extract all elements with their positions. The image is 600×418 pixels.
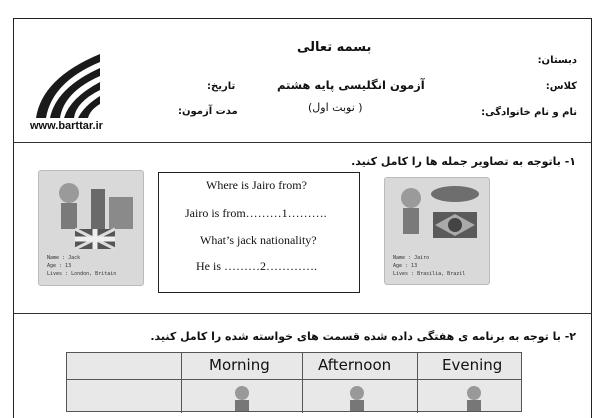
header-divider (13, 142, 592, 143)
bismillah-heading: بسمه تعالی (297, 40, 372, 55)
duration-field-label: مدت آزمون: (178, 106, 238, 117)
jairo-photo (384, 177, 490, 285)
afternoon-illustration-icon (342, 383, 372, 411)
table-column-divider (302, 353, 303, 413)
jack-photo (38, 170, 144, 286)
class-field-label: کلاس: (545, 81, 577, 92)
table-column-divider (417, 353, 418, 413)
jack-card-age: Age : 13 (47, 263, 72, 269)
column-header-evening: Evening (442, 356, 503, 374)
jack-illustration-icon (39, 171, 143, 251)
jack-card-name: Name : Jack (47, 255, 81, 261)
name-field-label: نام و نام خانوادگی: (481, 107, 577, 118)
table-column-divider (181, 353, 182, 413)
exam-title: آزمون انگلیسی پایه هشتم (277, 78, 425, 92)
question1-instruction: ۱- باتوجه به تصاویر جمله ها را کامل کنید. (351, 155, 576, 168)
website-url: www.barttar.ir (30, 120, 103, 132)
evening-illustration-icon (459, 383, 489, 411)
jairo-card-name: Name : Jairo (393, 255, 430, 261)
barttar-logo-icon (32, 48, 104, 120)
column-header-morning: Morning (209, 356, 270, 374)
date-field-label: تاریخ: (207, 81, 236, 92)
question2-instruction: ۲- با توجه به برنامه ی هفتگی داده شده قسمت های خواسته شده را کامل کنید. (150, 330, 576, 343)
jairo-illustration-icon (385, 178, 489, 252)
table-row-divider (67, 379, 521, 380)
jairo-card-lives: Lives : Brasilia, Brazil (393, 271, 466, 277)
sentence-4: He is ………2…………. (196, 259, 317, 273)
school-field-label: دبستان: (537, 55, 577, 66)
question-divider (13, 313, 592, 314)
sentence-1: Where is Jairo from? (206, 178, 307, 192)
jack-card-lives: Lives : London, Britain (47, 271, 117, 277)
exam-session: ( نوبت اول) (308, 101, 363, 114)
sentence-2: Jairo is from………1………. (185, 206, 327, 220)
morning-illustration-icon (227, 383, 257, 411)
jairo-card-age: Age : 13 (393, 263, 418, 269)
column-header-afternoon: Afternoon (318, 356, 392, 374)
sentence-3: What’s jack nationality? (200, 233, 317, 247)
